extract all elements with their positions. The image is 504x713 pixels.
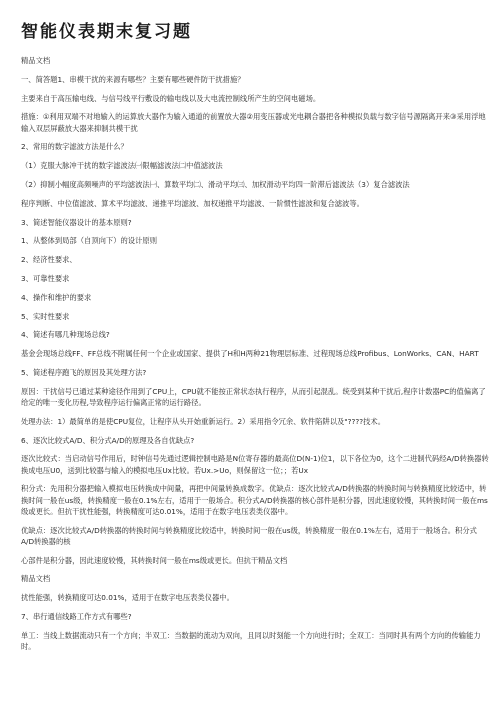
principle-1: 1、从整体到局部（自顶向下）的设计原则 xyxy=(21,236,157,246)
question-7: 7、串行通信线路工作方式有哪些? xyxy=(21,611,132,621)
answer-7: 单工：当线上数据流动只有一个方向；半双工：当数据的流动为双向，且同以时刻能一个方向进行时；全双工：当同时具有两个方向的传输能力时。 xyxy=(21,630,481,651)
question-3: 3、简述智能仪器设计的基本原则? xyxy=(21,217,132,227)
question-5: 5、简述程序跑飞的原因及其处理方法? xyxy=(21,367,147,377)
principle-2: 2、经济性要求、 xyxy=(21,255,77,265)
document-title: 智能仪表期末复习题 xyxy=(21,22,192,42)
question-1: 一、简答题1、串模干扰的来源有哪些？主要有哪些硬件防干扰措施？ xyxy=(21,74,245,84)
answer-6-integrating: 积分式：先用积分器把输入模拟电压转换成中间量，再把中间量转换成数字。优缺点：逐次比较式A/D转换器的转换时间与转换精度比较适中，转换时间一般在us级，转换精度一般在0.1%左右，适用于一般场合。积分式A/D转换器的核心部件是积分器，因此速度较慢，其转换时间一般在ms级或更长。但抗干扰性能强，转换精度可达0.01%，适用于在数字电压表类仪器中。 xyxy=(21,484,488,516)
question-2: 2、常用的数字滤波方法是什么？ xyxy=(21,142,128,152)
answer-5-remedy: 处理办法：1）最简单的是使CPU复位，让程序从头开始重新运行。2）采用指令冗余、软件陷阱以及"????技术。 xyxy=(21,416,386,426)
header-note: 精品文档 xyxy=(21,56,51,65)
answer-6-end: 扰性能强，转换精度可达0.01%，适用于在数字电压表类仪器中。 xyxy=(21,593,234,603)
question-4: 4、简述有哪几种现场总线? xyxy=(21,330,110,340)
answer-5-cause: 原因：干扰信号已通过某种途径作用到了CPU上，CPU就不能按正常状态执行程序，从而引起混乱。统受到某种干扰后,程序计数器PC的值偏离了给定的唯一变化历程,导致程序运行偏离正常的运行路径。 xyxy=(21,386,486,407)
answer-2-part-1: （1）克服大脉冲干扰的数字滤波法㈠限幅滤波法㈡中值滤波法 xyxy=(21,161,223,171)
answer-2-part-2: （2）抑制小幅度高频噪声的平均滤波法㈠、算数平均㈡、滑动平均㈢、加权滑动平均四一阶滞后滤波法（3）复合滤波法 xyxy=(21,179,410,189)
answer-6-continued: 心部件是积分器，因此速度较慢，其转换时间一般在ms级或更长。但抗干精品文档 xyxy=(21,555,288,565)
question-6: 6、逐次比较式A/D、积分式A/D的原理及各自优缺点? xyxy=(21,435,195,445)
answer-4: 基金会现场总线FF、FF总线不附属任何一个企业或国家、提供了H和H两种21物理层标准、过程现场总线Profibus、LonWorks、CAN、HART xyxy=(21,349,479,359)
page-footer-note: 精品文档 xyxy=(21,574,51,584)
answer-1-source: 主要来自于高压输电线、与信号线平行敷设的输电线以及大电流控制线所产生的空间电磁场。 xyxy=(21,93,321,103)
answer-2-summary: 程序判断、中位值滤波、算术平均滤波、递推平均滤波、加权递推平均滤波、一阶惯性滤波和复合滤波等。 xyxy=(21,198,364,208)
answer-6-successive: 逐次比较式：当启动信号作用后，时钟信号先通过逻辑控制电路是N位寄存器的最高位D(N-1)位1，以下各位为0，这个二进制代码经A/D转换器转换成电压U0，送到比较器与输入的模拟电压Ux比较。若Ux.>Uo，则保留这一位；；若Ux xyxy=(21,454,489,475)
answer-6-pros-cons: 优缺点：逐次比较式A/D转换器的转换时间与转换精度比较适中，转换时间一般在us级，转换精度一般在0.1%左右，适用于一般场合。积分式A/D转换器的核 xyxy=(21,525,477,546)
principle-4: 4、操作和维护的要求 xyxy=(21,292,92,302)
answer-1-measures: 措施：①利用双端不对地输入的运算放大器作为输入通道的前置放大器②用变压器或光电耦合器把各种模拟负载与数字信号源隔离开来③采用浮地输入双层屏蔽放大器来抑制共模干扰 xyxy=(21,112,486,133)
principle-3: 3、可靠性要求 xyxy=(21,273,70,283)
principle-5: 5、实时性要求 xyxy=(21,311,70,321)
